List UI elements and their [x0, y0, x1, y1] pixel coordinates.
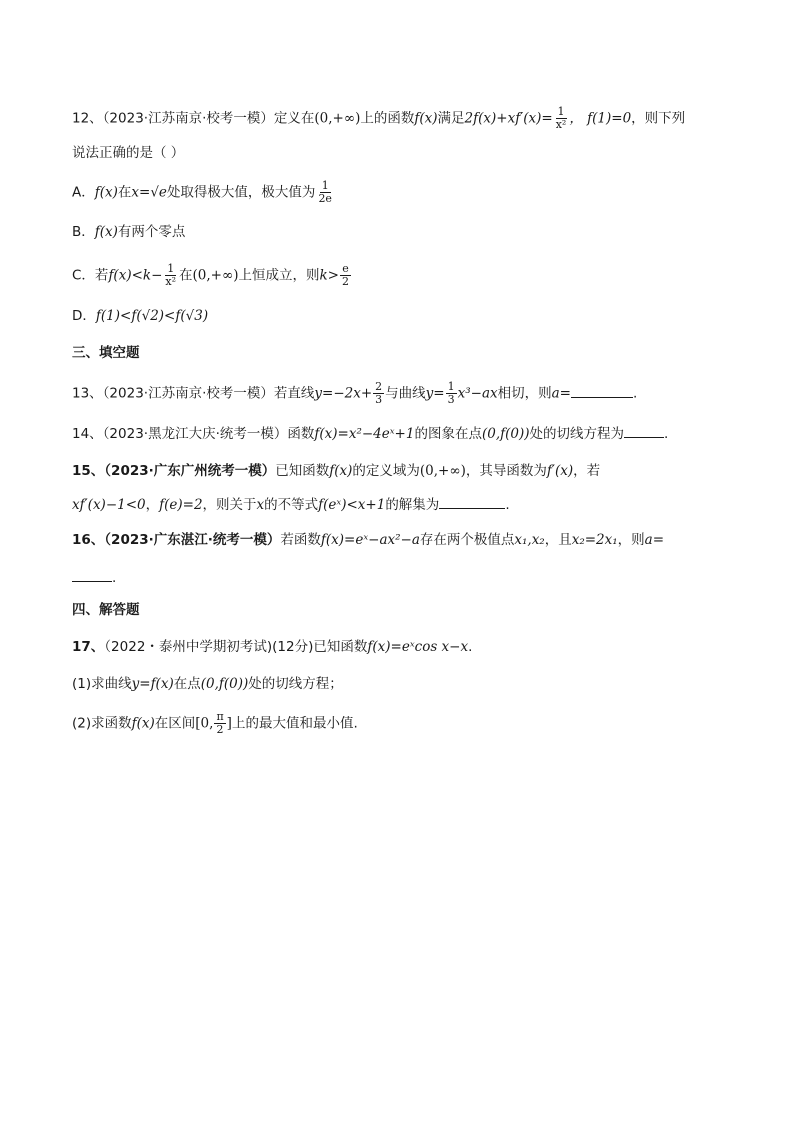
math-expression: f(x)<k−	[108, 267, 163, 284]
question-text: 上的函数	[360, 110, 415, 127]
question-16-line-1	[72, 530, 742, 550]
question-text: 相切，则	[497, 385, 552, 402]
math-expression: (0,+∞)	[419, 463, 466, 479]
math-expression: 2f(x)+xf′(x)=	[464, 110, 553, 127]
punctuation: .	[632, 385, 638, 402]
answer-blank[interactable]	[439, 494, 505, 509]
question-text: 已知函数	[313, 639, 368, 655]
math-expression: f(e)=2	[159, 497, 203, 513]
math-expression: ， f(1)=0	[569, 110, 632, 127]
question-text: 处的切线方程为	[529, 426, 625, 442]
question-text: 函数	[287, 426, 315, 442]
question-text: 定义在	[273, 110, 315, 127]
question-number: 17、	[72, 639, 105, 655]
fraction: $\frac{\pi}{2}$	[216, 710, 224, 736]
option-d	[72, 306, 742, 326]
question-15-line-1	[72, 461, 742, 481]
math-expression: x³−ax	[457, 385, 498, 402]
math-expression: (0,f(0))	[200, 676, 249, 692]
part-label: (1)求曲线	[72, 676, 132, 692]
math-expression: y=	[425, 385, 445, 402]
question-text: 说法正确的是（ ）	[72, 145, 185, 161]
math-expression: a=	[551, 385, 571, 402]
question-source: （2023·黑龙江大庆·统考一模）	[102, 426, 288, 442]
question-text: 若直线	[273, 385, 315, 402]
question-text: 与曲线	[385, 385, 426, 402]
math-expression: a=	[644, 532, 665, 548]
option-text: 在	[117, 184, 132, 201]
option-c	[72, 263, 742, 288]
question-text: 的不等式	[264, 497, 319, 513]
option-b	[72, 222, 742, 242]
question-text: ，若	[573, 463, 601, 479]
math-expression: x=√e	[131, 184, 167, 201]
fraction: $\frac{2}{3}$	[375, 380, 383, 406]
option-a	[72, 180, 742, 205]
question-source: （2023·江苏南京·校考一模）	[102, 110, 274, 127]
math-expression: [0,	[195, 715, 214, 732]
question-text: 处的切线方程；	[248, 676, 343, 692]
fraction: $\frac{1}{\text{x²}}$	[165, 262, 177, 288]
part-label: (2)求函数	[72, 715, 132, 732]
question-text: ，且	[544, 532, 572, 548]
math-expression: f(x)	[94, 184, 118, 201]
math-expression: f(1)<f(√2)<f(√3)	[95, 308, 209, 324]
math-expression: f(eˣ)<x+1	[318, 497, 386, 513]
math-expression: f(x)=eˣcos x−x	[367, 639, 469, 655]
question-text: 在区间	[154, 715, 196, 732]
fraction: $\frac{1}{3}$	[447, 380, 455, 406]
fraction: $\frac{1}{\text{x²}}$	[555, 105, 567, 131]
option-text: 处取得极大值，极大值为	[166, 184, 316, 201]
math-expression: x₂=2x₁	[571, 532, 618, 548]
question-text: 存在两个极值点	[419, 532, 515, 548]
question-text: 上的最大值和最小值.	[231, 715, 358, 732]
question-source: （2023·江苏南京·校考一模）	[102, 385, 274, 402]
question-text: 在点	[173, 676, 201, 692]
question-16-line-2	[72, 567, 742, 588]
answer-blank[interactable]	[624, 423, 664, 438]
math-expression: f(x)=eˣ−ax²−a	[320, 532, 420, 548]
math-expression: f′(x)	[546, 463, 574, 479]
question-text: 满足	[437, 110, 465, 127]
math-expression: (0,+∞)	[192, 267, 239, 284]
question-15-line-2	[72, 494, 742, 515]
punctuation: .	[664, 426, 669, 442]
answer-blank[interactable]	[571, 383, 633, 398]
math-expression: y=−2x+	[314, 385, 373, 402]
question-text: 的图象在点	[414, 426, 482, 442]
question-text: ，其导函数为	[465, 463, 547, 479]
question-17-part-2	[72, 711, 742, 736]
option-text: 上恒成立，则	[238, 267, 320, 284]
question-14	[72, 423, 742, 444]
option-label: D．	[72, 308, 96, 324]
question-number: 16、	[72, 532, 105, 548]
fraction: $\frac{e}{2}$	[342, 262, 349, 288]
math-expression: x	[256, 497, 265, 513]
question-number: 14、	[72, 426, 103, 442]
question-text: 若函数	[280, 532, 321, 548]
math-expression: f(x)=x²−4eˣ+1	[314, 426, 415, 442]
question-17-part-1	[72, 674, 742, 694]
question-text: ，	[145, 497, 160, 513]
answer-blank[interactable]	[72, 567, 112, 582]
math-expression: k>	[319, 267, 339, 284]
question-number: 12、	[72, 110, 103, 127]
math-expression: f(x)	[131, 715, 155, 732]
math-expression: (0,f(0))	[481, 426, 530, 442]
option-label: A．	[72, 184, 95, 201]
section-heading-solutions: 四、解答题	[72, 602, 140, 618]
math-expression: f(x)	[329, 463, 353, 479]
punctuation: .	[505, 497, 510, 513]
question-12-line-1	[72, 106, 742, 131]
math-expression: x₁,x₂	[514, 532, 545, 548]
question-text: ，则下列	[631, 110, 686, 127]
option-label: B．	[72, 224, 95, 240]
math-expression: ]	[226, 715, 232, 732]
math-expression: xf′(x)−1<0	[72, 497, 146, 513]
question-13	[72, 381, 742, 406]
option-text: 在	[179, 267, 193, 284]
math-expression: f(x)	[414, 110, 438, 127]
question-text: 已知函数	[275, 463, 330, 479]
question-number: 15、	[72, 463, 105, 479]
math-expression: (0,+∞)	[314, 110, 361, 127]
math-expression: y=f(x)	[131, 676, 174, 692]
question-text: 的定义域为	[352, 463, 420, 479]
section-heading-fill-in: 三、填空题	[72, 345, 140, 361]
fraction: $\frac{1}{2e}$	[318, 179, 332, 205]
question-number: 13、	[72, 385, 103, 402]
question-source: （2023·广东广州统考一模）	[104, 463, 276, 479]
punctuation: .	[112, 570, 117, 586]
question-text: ，则	[617, 532, 645, 548]
option-label: C．若	[72, 267, 109, 284]
question-source: （2022・泰州中学期初考试)(12分)	[104, 639, 314, 655]
option-text: 有两个零点	[117, 224, 186, 240]
question-text: 的解集为	[385, 497, 440, 513]
question-text: ，则关于	[202, 497, 257, 513]
math-expression: f(x)	[94, 224, 118, 240]
question-17	[72, 637, 742, 657]
question-source: （2023·广东湛江·统考一模）	[104, 532, 281, 548]
question-12-line-2	[72, 143, 742, 163]
punctuation: .	[468, 639, 473, 655]
